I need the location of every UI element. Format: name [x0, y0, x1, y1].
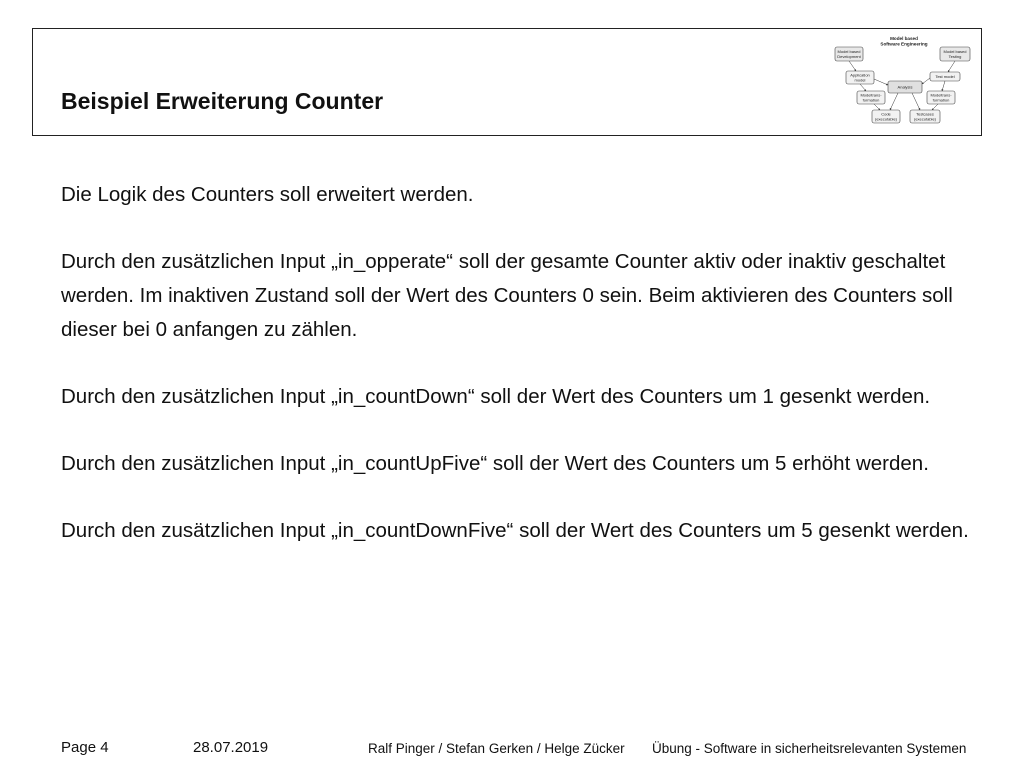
paragraph-in-countdownfive: Durch den zusätzlichen Input „in_countDownFive“ soll der Wert des Counters um 5 gesenkt werden.: [61, 519, 969, 542]
logo-box-transformation-right: Modeltrans-: [930, 92, 952, 98]
svg-text:formation: formation: [862, 97, 880, 103]
logo-box-mbd: Model based: [837, 49, 861, 54]
footer-page-number: Page 4: [61, 739, 109, 756]
paragraph-in-countupfive: Durch den zusätzlichen Input „in_countUpFive“ soll der Wert des Counters um 5 erhöht werden.: [61, 452, 929, 475]
svg-text:model: model: [854, 77, 866, 83]
paragraph-in-countdown: Durch den zusätzlichen Input „in_countDown“ soll der Wert des Counters um 1 gesenkt werden.: [61, 385, 931, 408]
logo-box-testcases: Testcases: [916, 111, 934, 117]
svg-text:(executable): (executable): [874, 116, 898, 122]
paragraph-intro: Die Logik des Counters soll erweitert werden.: [61, 183, 474, 206]
slide-body: [61, 178, 986, 581]
svg-text:(executable): (executable): [913, 116, 937, 122]
logo-box-mbt: Model based: [943, 49, 967, 54]
footer-date: 28.07.2019: [193, 739, 269, 756]
logo-box-application-model: Application: [850, 72, 870, 78]
footer-authors: Ralf Pinger / Stefan Gerken / Helge Zücker: [368, 741, 625, 756]
svg-text:Testing: Testing: [948, 54, 962, 59]
logo-box-transformation-left: Modeltrans-: [860, 92, 882, 98]
svg-text:Development: Development: [837, 54, 861, 59]
paragraph-in-opperate: Durch den zusätzlichen Input „in_opperate“ soll der gesamte Counter aktiv oder inaktiv geschaltet werden. Im inaktiven Zustand soll der Wert des Counters 0 sein. Beim aktivieren des Counters soll dieser bei 0 anfangen zu zählen.: [61, 250, 953, 341]
logo-box-code: Code: [881, 111, 891, 117]
slide-title: Beispiel Erweiterung Counter: [61, 88, 384, 114]
logo-box-test-model: Test model: [935, 74, 955, 79]
footer-course-title: Übung - Software in sicherheitsrelevanten Systemen: [652, 741, 967, 756]
logo-top-label-2: Software Engineering: [880, 41, 928, 47]
logo-top-label: Model based: [890, 36, 918, 41]
logo-box-analysis: Analysis: [897, 84, 913, 90]
mbse-logo-diagram: [832, 34, 976, 132]
svg-text:formation: formation: [932, 97, 950, 103]
